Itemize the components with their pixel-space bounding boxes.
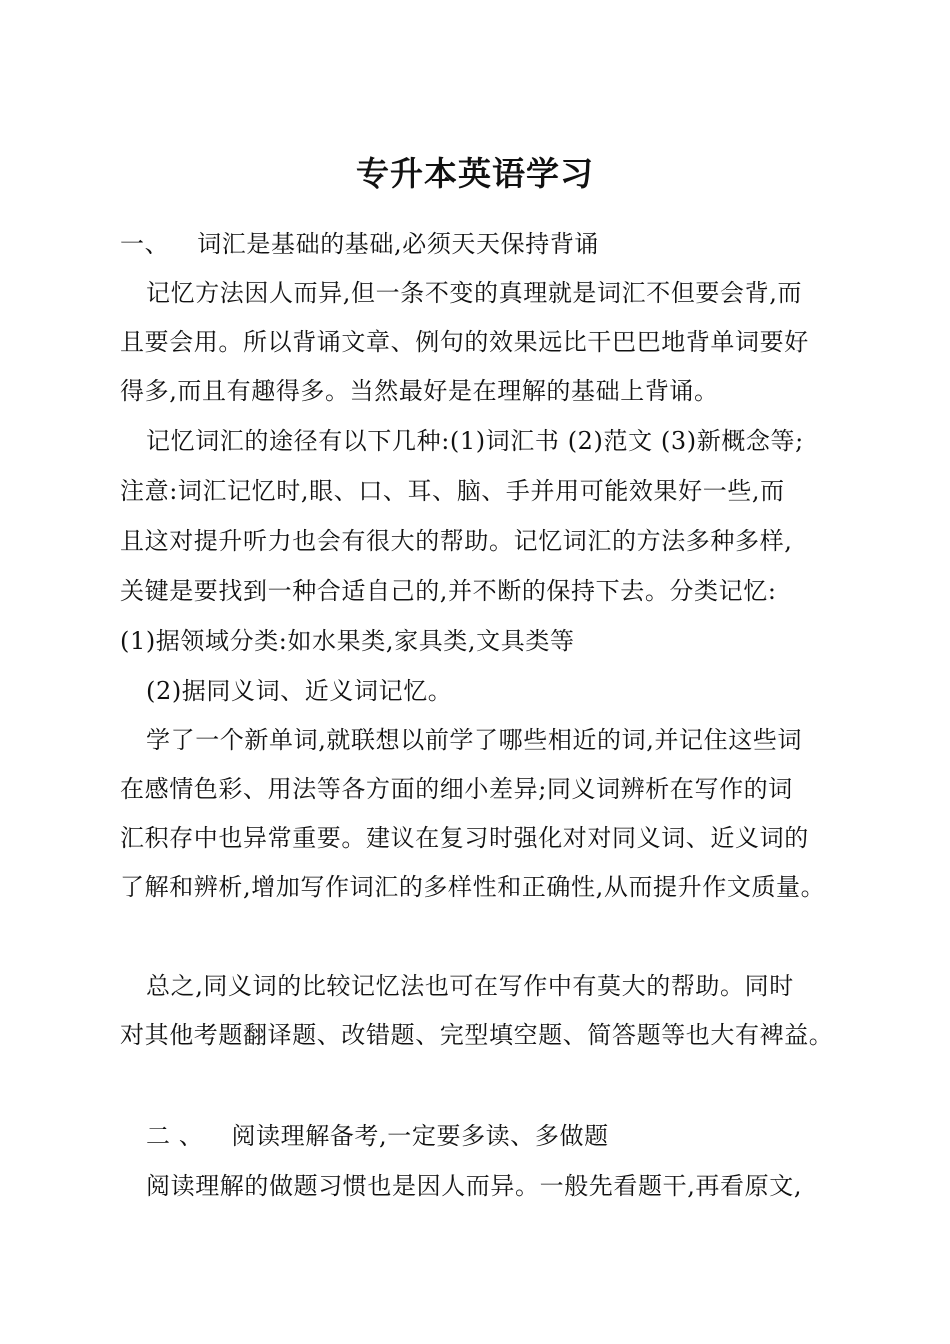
para-6-line-1: 阅读理解的做题习惯也是因人而异。一般先看题干,再看原文, <box>146 1172 803 1200</box>
para-1-line-3: 得多,而且有趣得多。当然最好是在理解的基础上背诵。 <box>120 377 719 405</box>
para-4-line-1: 学了一个新单词,就联想以前学了哪些相近的词,并记住这些词 <box>146 726 803 754</box>
section-2-number: 二 、 <box>146 1122 204 1150</box>
para-2-line-1: 记忆词汇的途径有以下几种:(1)词汇书 (2)范文 (3)新概念等; <box>146 427 804 455</box>
section-2-heading <box>146 1121 609 1151</box>
section-2-title: 阅读理解备考,一定要多读、多做题 <box>231 1122 609 1150</box>
para-2-line-5: (1)据领域分类:如水果类,家具类,文具类等 <box>120 627 575 655</box>
para-1-line-1: 记忆方法因人而异,但一条不变的真理就是词汇不但要会背,而 <box>146 279 803 307</box>
para-4-line-3: 汇积存中也异常重要。建议在复习时强化对对同义词、近义词的 <box>120 824 809 852</box>
section-1-heading <box>120 229 599 259</box>
para-2-line-2: 注意:词汇记忆时,眼、口、耳、脑、手并用可能效果好一些,而 <box>120 477 785 505</box>
para-4-line-4: 了解和辨析,增加写作词汇的多样性和正确性,从而提升作文质量。 <box>120 873 826 901</box>
para-5-line-2: 对其他考题翻译题、改错题、完型填空题、简答题等也大有裨益。 <box>120 1021 834 1049</box>
para-1-line-2: 且要会用。所以背诵文章、例句的效果远比干巴巴地背单词要好 <box>120 328 809 356</box>
para-5-line-1: 总之,同义词的比较记忆法也可在写作中有莫大的帮助。同时 <box>146 972 794 1000</box>
para-2-line-4: 关键是要找到一种合适自己的,并不断的保持下去。分类记忆: <box>120 577 777 605</box>
page-title: 专升本英语学习 <box>356 154 594 193</box>
para-3-line-1: (2)据同义词、近义词记忆。 <box>146 677 453 705</box>
para-2-line-3: 且这对提升听力也会有很大的帮助。记忆词汇的方法多种多样, <box>120 527 793 555</box>
section-1-number: 一、 <box>120 230 170 258</box>
para-4-line-2: 在感情色彩、用法等各方面的细小差异;同义词辨析在写作的词 <box>120 775 793 803</box>
section-1-title: 词汇是基础的基础,必须天天保持背诵 <box>197 230 600 258</box>
